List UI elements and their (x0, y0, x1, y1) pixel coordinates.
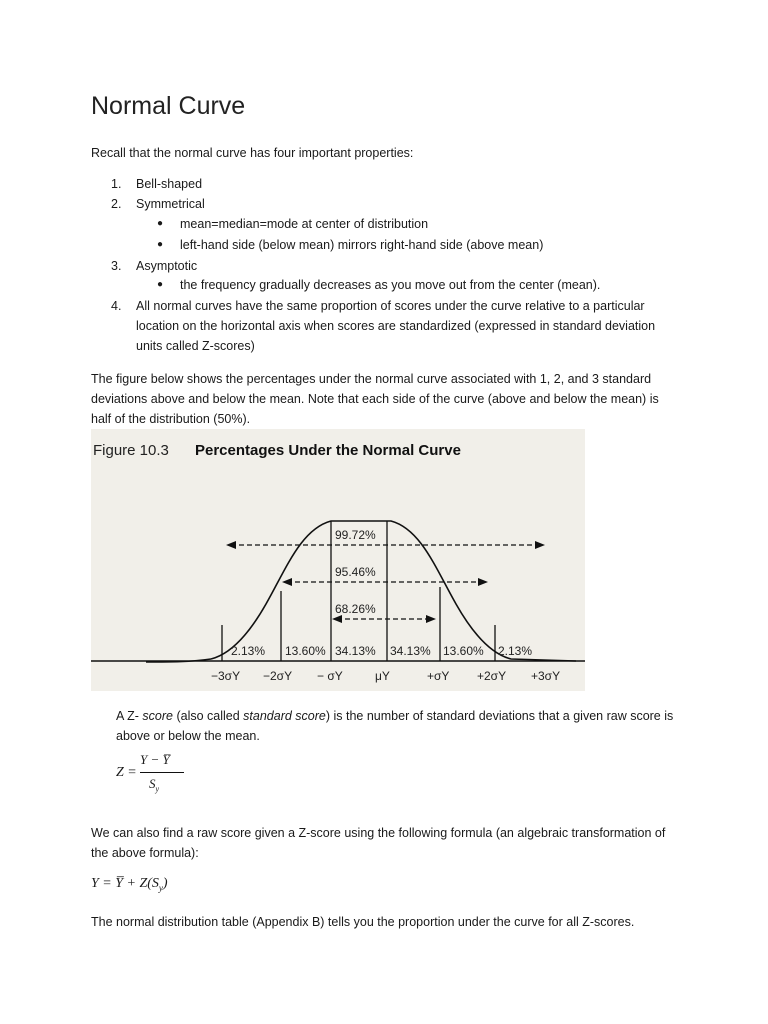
arrow-right-icon (426, 615, 436, 623)
bell-curve (211, 521, 576, 661)
figure-intro-text: The figure below shows the percentages under the normal curve associated with 1, 2, and 3 standard deviations above and below the mean. Note that each side of the curve (above and below the mean) is half of the distribution (50%). (91, 372, 659, 426)
bullet-icon: ● (157, 239, 164, 250)
segment-label: 34.13% (335, 644, 376, 658)
formula-denominator: $S_y$ (149, 776, 160, 794)
intro-text: Recall that the normal curve has four important properties: (91, 146, 414, 160)
span-label-68: 68.26% (335, 602, 376, 616)
raw-score-text: We can also find a raw score given a Z-score using the following formula (an algebraic transformation of the above formula): (91, 826, 666, 860)
page-title: Normal Curve (91, 92, 246, 120)
axis-label: −2σY (263, 669, 293, 683)
segment-label: 13.60% (443, 644, 484, 658)
arrow-right-icon (478, 578, 488, 586)
document-page: Normal Curve Recall that the normal curve has four important properties: 1. Bell-shaped 2. Symmetrical ● mean=median=mode at center of distribution ● left-hand side (below mean) mirrors right-hand side (above mean) 3. Asymptotic ● the frequency gradually decreases as you move out from the center (mean). 4. All normal curves have the same proportion of scores under the curve relative to a particular location on the horizontal axis when scores are standardized (expressed in standard deviation units called Z-scores) The figure below shows the percentages under the normal curve associated with 1, 2, and 3 standard deviations above and below the mean. Note that each side of the curve (above and below the mean) is half of the distribution (50%). Figure 10.3 Percentages Under the Normal Curve 99.72% 95.46% 68.26% 2.13% 13.60% 34.13% 34.13% 13.60% 2.13% −3σY −2σY − σY μY +σY +2σY +3σY A Z- score (also called standard score) is the number of standard deviations that a given raw score is above or below the mean. Z = Y − Y̅ $S_y$ We can also find a raw score given a Z-score using the following formula (an algebraic transformation of the above formula): Y = Y̅ + $Z(S_y)$ The normal distribution table (Appendix B) tells you the proportion under the curve for all Z-scores. (0, 0, 768, 1024)
term-standard-score: standard score (243, 709, 326, 723)
bullet-icon: ● (157, 279, 164, 290)
term-score: score (142, 709, 173, 723)
axis-label: − σY (317, 669, 343, 683)
axis-label: +3σY (531, 669, 561, 683)
arrow-left-icon (282, 578, 292, 586)
segment-label: 34.13% (390, 644, 431, 658)
figure-number: Figure 10.3 (93, 442, 169, 459)
arrow-left-icon (332, 615, 342, 623)
segment-label: 2.13% (498, 644, 533, 658)
axis-label: μY (375, 669, 390, 683)
normal-curve-svg (91, 429, 585, 691)
arrow-right-icon (535, 541, 545, 549)
zscore-definition: A Z- score (also called standard score) is the number of standard deviations that a given raw score is above or below the mean. (116, 709, 674, 743)
bullet-icon: ● (157, 218, 164, 229)
span-label-95: 95.46% (335, 565, 376, 579)
span-label-99: 99.72% (335, 528, 376, 542)
segment-label: 2.13% (231, 644, 266, 658)
raw-score-formula: Y = Y̅ + $Z(S_y)$ (91, 876, 168, 893)
segment-label: 13.60% (285, 644, 326, 658)
fraction-bar (140, 772, 184, 773)
zscore-formula (116, 752, 206, 802)
axis-label: +2σY (477, 669, 507, 683)
axis-label: −3σY (211, 669, 241, 683)
table-reference-text: The normal distribution table (Appendix B) tells you the proportion under the curve for all Z-scores. (91, 915, 635, 929)
formula-numerator: Y − Y̅ (140, 752, 170, 767)
arrow-left-icon (226, 541, 236, 549)
figure-title: Percentages Under the Normal Curve (195, 442, 461, 459)
axis-label: +σY (427, 669, 450, 683)
normal-curve-figure (91, 429, 585, 691)
formula-lhs: Z = (116, 765, 137, 780)
